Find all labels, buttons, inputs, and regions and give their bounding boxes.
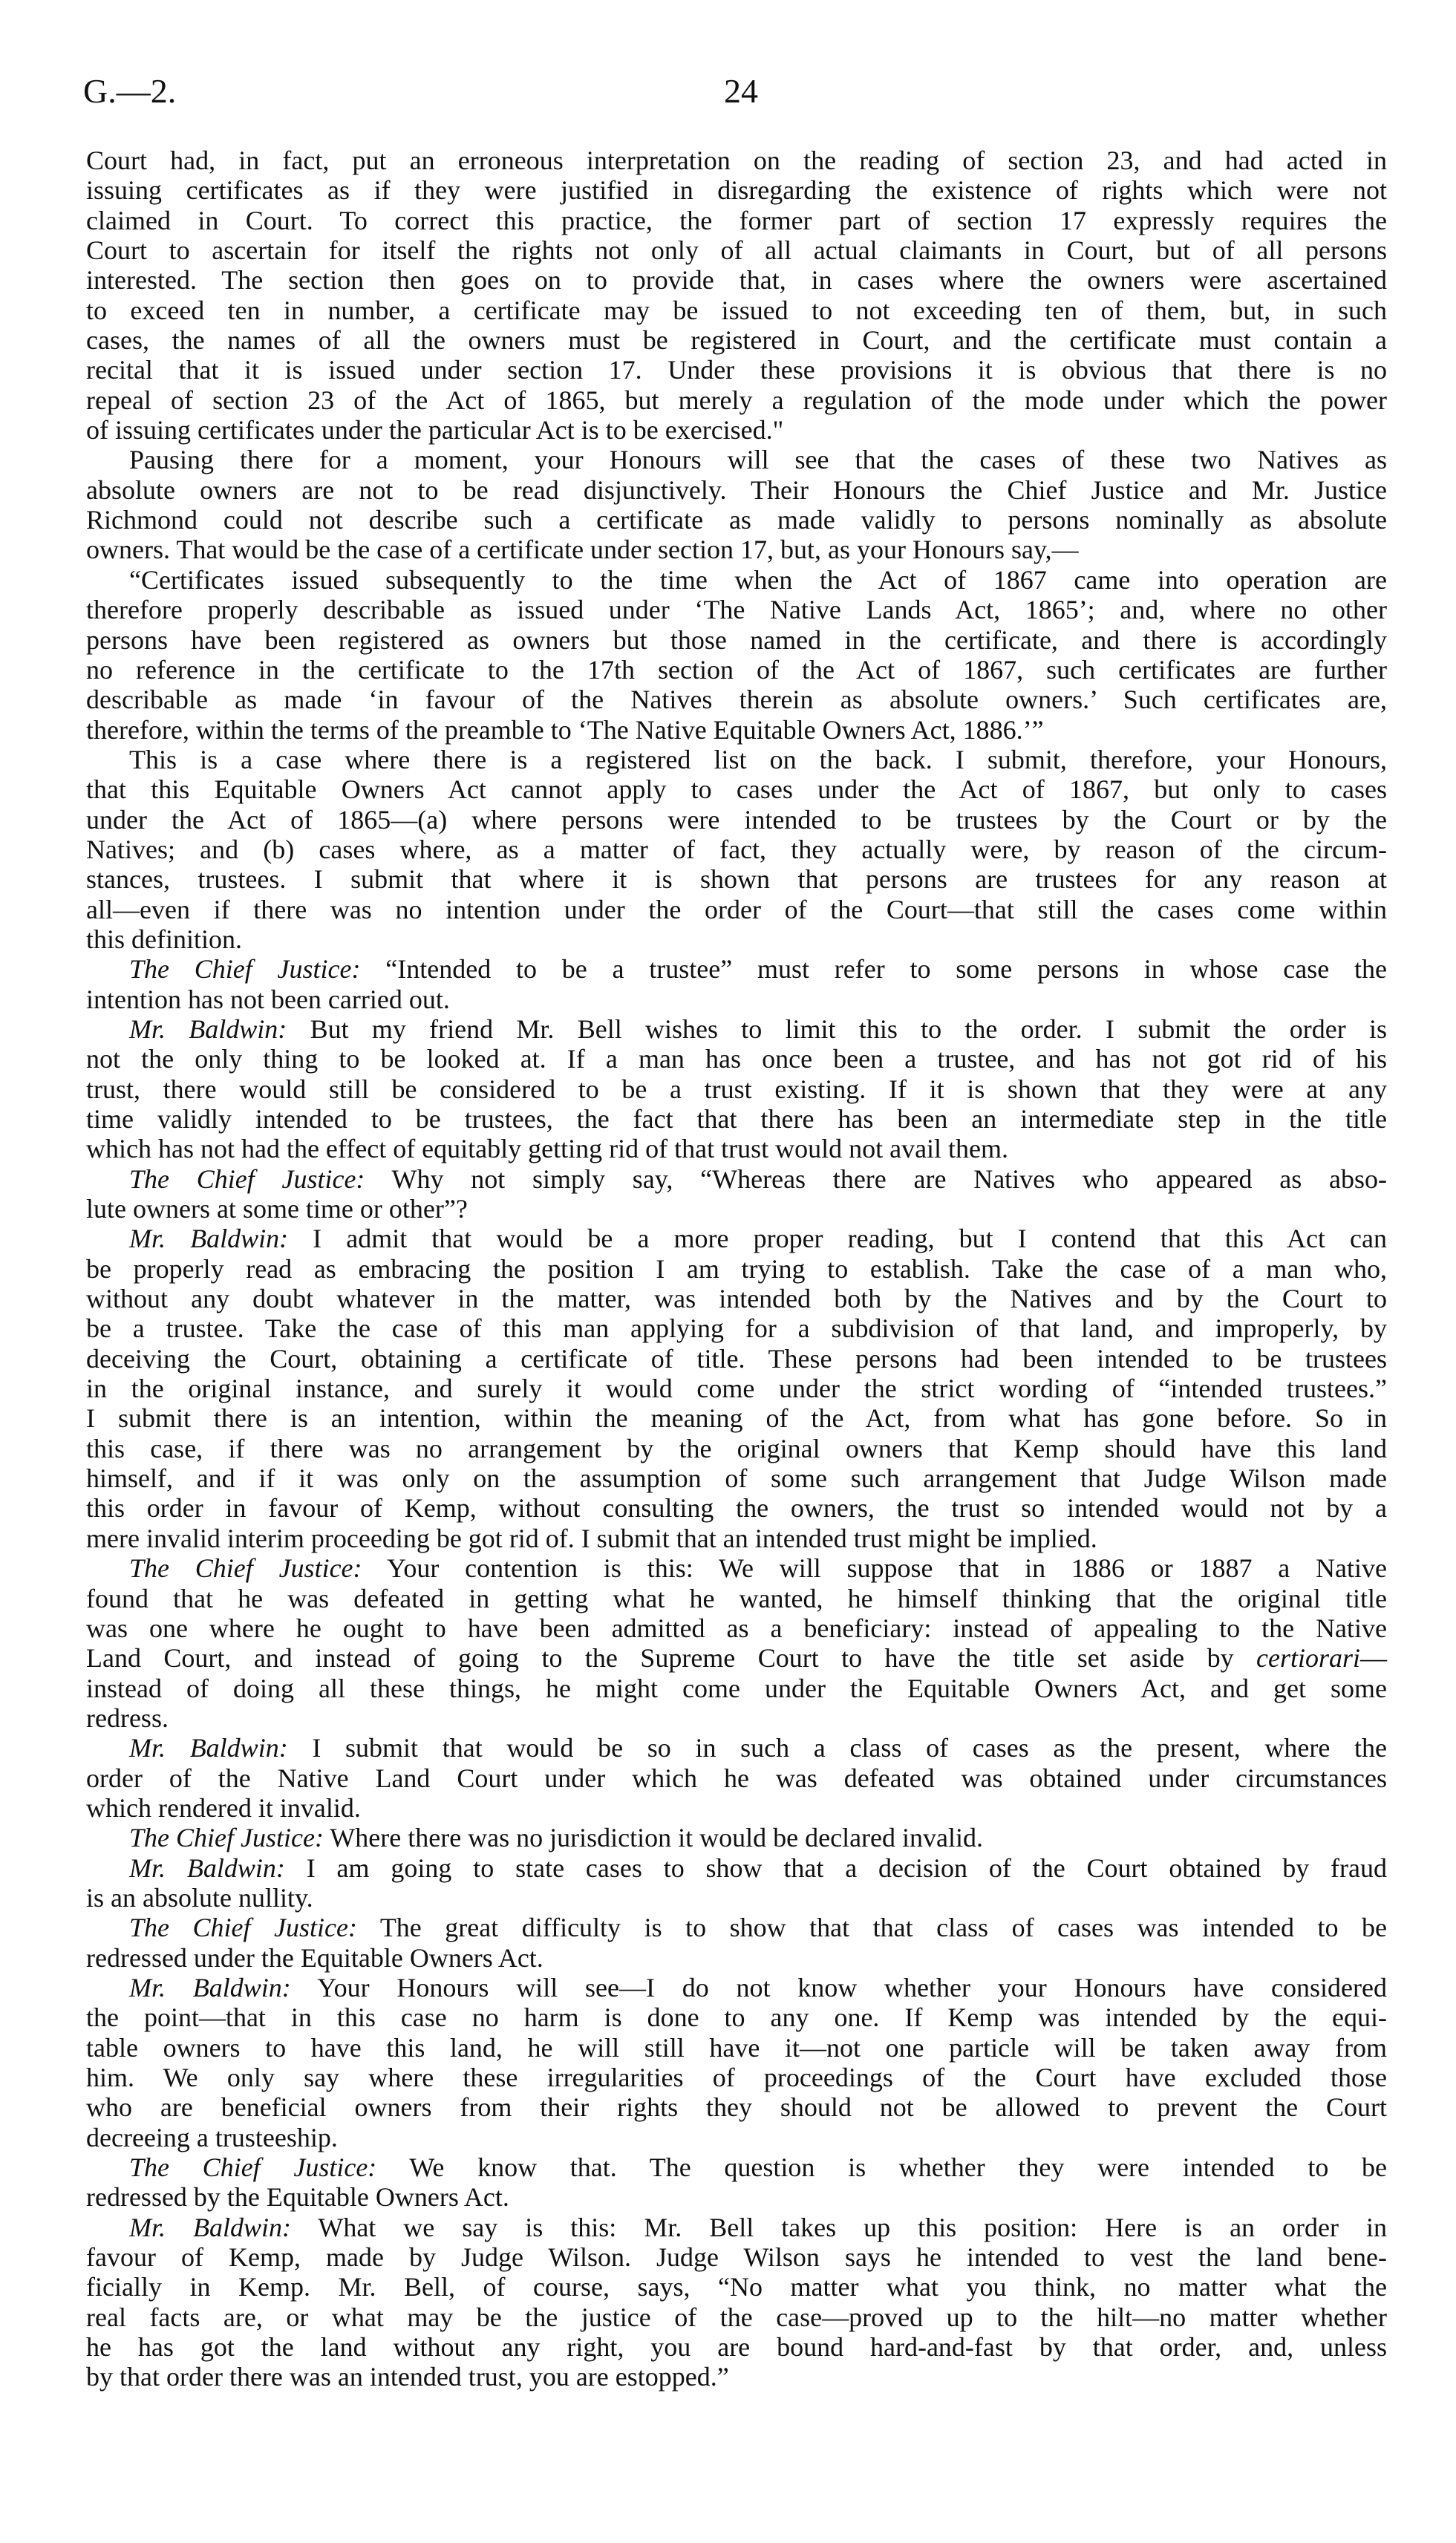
text-line (86, 895, 1387, 924)
text-line (86, 1074, 1387, 1104)
text-line (86, 2213, 1387, 2242)
line-text: absolute owners are not to be read disjunctively. Their Honours the Chief Justice and Mr. Justice (86, 474, 1387, 505)
text-line (86, 1553, 1387, 1583)
text-line (86, 745, 1387, 774)
line-text: found that he was defeated in getting what he wanted, he himself thinking that the original title (86, 1583, 1387, 1613)
text-line (86, 415, 1387, 445)
line-text: I admit that would be a more proper reading, but I contend that this Act can (313, 1224, 1387, 1254)
line-text: I submit that would be so in such a class of cases as the present, where the (312, 1733, 1387, 1763)
text-line (86, 475, 1387, 505)
line-text: Where there was no jurisdiction it would be declared invalid. (330, 1823, 984, 1853)
text-line (86, 1014, 1387, 1044)
line-text: himself, and if it was only on the assumption of some such arrangement that Judge Wilson made (86, 1463, 1387, 1494)
paragraph (86, 565, 1387, 745)
text-line (86, 1194, 1387, 1224)
text-line (86, 985, 1387, 1014)
speaker-name: The Chief Justice: (129, 1823, 324, 1853)
text-line (86, 325, 1387, 355)
line-text: redress. (86, 1703, 169, 1733)
text-line (86, 505, 1387, 535)
line-text: What we say is this: Mr. Bell takes up this position: Here is an order in (318, 2212, 1387, 2242)
line-text: lute owners at some time or other”? (86, 1194, 468, 1224)
line-text: deceiving the Court, obtaining a certificate of title. These persons had been intended to be trustees (86, 1343, 1387, 1374)
line-text: without any doubt whatever in the matter, was intended both by the Natives and by the Court to (86, 1284, 1387, 1314)
line-text: order of the Native Land Court under which he was defeated was obtained under circumstances (86, 1763, 1387, 1793)
text-line (86, 715, 1387, 745)
text-line (86, 1374, 1387, 1403)
line-text: by that order there was an intended trust, you are estopped.” (86, 2362, 729, 2392)
line-text: owners. That would be the case of a certificate under section 17, but, as your Honours say,— (86, 535, 1079, 565)
line-text: of issuing certificates under the particular Act is to be exercised." (86, 415, 784, 445)
line-text: redressed under the Equitable Owners Act. (86, 1942, 543, 1973)
speaker-paragraph (86, 1853, 1387, 1913)
line-text: this case, if there was no arrangement by the original owners that Kemp should have this land (86, 1433, 1387, 1463)
line-text: stances, trustees. I submit that where it is shown that persons are trustees for any reason at (86, 864, 1387, 895)
text-line (86, 1134, 1387, 1163)
line-text: — (1360, 1643, 1387, 1674)
text-line (86, 1733, 1387, 1763)
speaker-paragraph (86, 1973, 1387, 2152)
text-line (86, 1044, 1387, 1074)
line-text: Natives; and (b) cases where, as a matter of fact, they actually were, by reason of the circum- (86, 834, 1387, 864)
line-text: instead of doing all these things, he might come under the Equitable Owners Act, and get some (86, 1673, 1387, 1703)
text-line (86, 1823, 1387, 1852)
line-text: ficially in Kemp. Mr. Bell, of course, says, “No matter what you think, no matter what the (86, 2272, 1387, 2302)
speaker-paragraph (86, 1733, 1387, 1823)
line-text: therefore properly describable as issued under ‘The Native Lands Act, 1865’; and, where no other (86, 595, 1387, 625)
line-text: cases, the names of all the owners must be registered in Court, and the certificate must contain a (86, 325, 1387, 356)
line-text: This is a case where there is a registered list on the back. I submit, therefore, your Honours, (129, 744, 1387, 774)
text-line (86, 1284, 1387, 1313)
text-line (86, 1104, 1387, 1134)
speaker-name: Mr. Baldwin: (129, 1224, 289, 1254)
speaker-paragraph (86, 1224, 1387, 1553)
line-text: Your Honours will see—I do not know whether your Honours have considered (317, 1972, 1387, 2002)
speaker-name: Mr. Baldwin: (129, 1972, 291, 2002)
line-text: was one where he ought to have been admitted as a beneficiary: instead of appealing to the Native (86, 1613, 1387, 1643)
text-line (86, 1224, 1387, 1253)
paragraph (86, 445, 1387, 564)
text-line (86, 2092, 1387, 2122)
line-text: repeal of section 23 of the Act of 1865, but merely a regulation of the mode under which the power (86, 385, 1387, 415)
speaker-name: Mr. Baldwin: (129, 1733, 288, 1763)
line-text: all—even if there was no intention under the order of the Court—that still the cases come within (86, 894, 1387, 924)
text-line (86, 1883, 1387, 1913)
text-line (86, 1434, 1387, 1463)
line-text: Richmond could not describe such a certificate as made validly to persons nominally as absolute (86, 505, 1387, 535)
line-text: which rendered it invalid. (86, 1792, 361, 1823)
speaker-paragraph (86, 2213, 1387, 2392)
line-text: intention has not been carried out. (86, 984, 450, 1014)
text-line (86, 296, 1387, 325)
speaker-paragraph (86, 954, 1387, 1014)
text-line (86, 206, 1387, 235)
line-text: “Intended to be a trustee” must refer to some persons in whose case the (385, 954, 1387, 985)
line-text: decreeing a trusteeship. (86, 2122, 338, 2152)
line-text: which has not had the effect of equitably getting rid of that trust would not avail them. (86, 1134, 1009, 1164)
text-line (86, 2362, 1387, 2392)
speaker-name: The Chief Justice: (129, 1913, 357, 1943)
line-text: is an absolute nullity. (86, 1882, 313, 1913)
text-line (86, 1643, 1387, 1673)
text-line (86, 655, 1387, 685)
text-line (86, 1524, 1387, 1553)
document-body (86, 146, 1387, 2392)
line-text: I am going to state cases to show that a decision of the Court obtained by fraud (306, 1852, 1388, 1883)
text-line (86, 685, 1387, 714)
text-line (86, 2063, 1387, 2092)
line-text: real facts are, or what may be the justice of the case—proved up to the hilt—no matter whether (86, 2302, 1387, 2332)
text-line (86, 2332, 1387, 2362)
line-text: “Certificates issued subsequently to the time when the Act of 1867 came into operation are (129, 564, 1387, 595)
line-text: recital that it is issued under section 17. Under these provisions it is obvious that there is no (86, 355, 1387, 385)
line-text: no reference in the certificate to the 17th section of the Act of 1867, such certificates are further (86, 654, 1387, 685)
speaker-name: The Chief Justice: (129, 954, 361, 985)
speaker-name: The Chief Justice: (129, 2152, 377, 2183)
speaker-paragraph (86, 1014, 1387, 1164)
speaker-name: Mr. Baldwin: (129, 1852, 285, 1883)
line-text: in the original instance, and surely it would come under the strict wording of “intended trustees.” (86, 1374, 1387, 1404)
text-line (86, 265, 1387, 295)
line-text: Why not simply say, “Whereas there are Natives who appeared as abso- (391, 1163, 1388, 1194)
text-line (86, 835, 1387, 864)
paragraph (86, 745, 1387, 954)
text-line (86, 1344, 1387, 1374)
text-line (86, 1674, 1387, 1703)
text-line (86, 1793, 1387, 1823)
text-line (86, 805, 1387, 835)
line-text: interested. The section then goes on to provide that, in cases where the owners were ascertained (86, 265, 1387, 296)
text-line (86, 2033, 1387, 2063)
line-text: he has got the land without any right, you are bound hard-and-fast by that order, and, unless (86, 2332, 1387, 2363)
text-line (86, 1584, 1387, 1613)
text-line (86, 924, 1387, 954)
speaker-paragraph (86, 2152, 1387, 2213)
text-line (86, 1763, 1387, 1793)
text-line (86, 774, 1387, 804)
line-text: that this Equitable Owners Act cannot apply to cases under the Act of 1867, but only to cases (86, 774, 1387, 805)
line-text: Land Court, and instead of going to the Supreme Court to have the title set aside by (86, 1643, 1256, 1674)
text-line (86, 235, 1387, 265)
text-line (86, 2002, 1387, 2032)
text-line (86, 535, 1387, 564)
line-text: redressed by the Equitable Owners Act. (86, 2182, 509, 2213)
text-line (86, 1493, 1387, 1523)
text-line (86, 146, 1387, 175)
speaker-name: Mr. Baldwin: (129, 1013, 287, 1044)
line-text: favour of Kemp, made by Judge Wilson. Judge Wilson says he intended to vest the land bene- (86, 2242, 1387, 2273)
line-text: We know that. The question is whether they were intended to be (409, 2152, 1387, 2183)
paragraph (86, 146, 1387, 445)
text-line (86, 355, 1387, 385)
text-line (86, 175, 1387, 205)
text-line (86, 864, 1387, 894)
line-text: who are beneficial owners from their rights they should not be allowed to prevent the Court (86, 2092, 1387, 2123)
line-text: The great difficulty is to show that that class of cases was intended to be (379, 1913, 1387, 1943)
line-text: claimed in Court. To correct this practice, the former part of section 17 expressly requires the (86, 205, 1387, 235)
line-text: describable as made ‘in favour of the Natives therein as absolute owners.’ Such certificates are, (86, 685, 1387, 715)
line-text: be properly read as embracing the position I am trying to establish. Take the case of a man who, (86, 1253, 1387, 1284)
speaker-name: Mr. Baldwin: (129, 2212, 291, 2242)
speaker-paragraph (86, 1164, 1387, 1224)
text-line (86, 1463, 1387, 1493)
line-text: him. We only say where these irregularities of proceedings of the Court have excluded those (86, 2063, 1387, 2092)
line-text: mere invalid interim proceeding be got rid of. I submit that an intended trust might be implied. (86, 1523, 1097, 1553)
line-text: Court to ascertain for itself the rights not only of all actual claimants in Court, but of all persons (86, 235, 1387, 266)
text-line (86, 1943, 1387, 1973)
text-line (86, 1313, 1387, 1343)
line-text: persons have been registered as owners but those named in the certificate, and there is accordingly (86, 624, 1387, 655)
text-line (86, 385, 1387, 415)
text-line (86, 2182, 1387, 2212)
italic-term: certiorari (1256, 1643, 1360, 1674)
page-number: 24 (724, 72, 758, 110)
text-line (86, 445, 1387, 474)
text-line (86, 1973, 1387, 2002)
line-text: time validly intended to be trustees, the fact that there has been an intermediate step in the title (86, 1104, 1387, 1134)
line-text: the point—that in this case no harm is done to any one. If Kemp was intended by the equi- (86, 2002, 1387, 2033)
line-text: therefore, within the terms of the preamble to ‘The Native Equitable Owners Act, 1886.’” (86, 714, 1044, 745)
text-line (86, 2302, 1387, 2332)
line-text: But my friend Mr. Bell wishes to limit this to the order. I submit the order is (310, 1013, 1388, 1044)
line-text: be a trustee. Take the case of this man applying for a subdivision of that land, and improperly, by (86, 1313, 1387, 1344)
line-text: under the Act of 1865—(a) where persons were intended to be trustees by the Court or by the (86, 804, 1387, 835)
text-line (86, 1613, 1387, 1643)
line-text: this definition. (86, 924, 242, 954)
line-text: I submit there is an intention, within the meaning of the Act, from what has gone before. So in (86, 1403, 1387, 1434)
line-text: not the only thing to be looked at. If a man has once been a trustee, and has not got rid of his (86, 1044, 1387, 1074)
line-text: table owners to have this land, he will still have it—not one particle will be taken away from (86, 2032, 1387, 2063)
speaker-paragraph (86, 1823, 1387, 1852)
speaker-paragraph (86, 1913, 1387, 1973)
text-line (86, 2242, 1387, 2272)
line-text: Your contention is this: We will suppose that in 1886 or 1887 a Native (386, 1553, 1387, 1584)
text-line (86, 954, 1387, 984)
text-line (86, 2123, 1387, 2152)
text-line (86, 565, 1387, 595)
text-line (86, 2272, 1387, 2302)
text-line (86, 1913, 1387, 1942)
line-text: trust, there would still be considered to be a trust existing. If it is shown that they were at any (86, 1074, 1387, 1104)
text-line (86, 1254, 1387, 1284)
text-line (86, 1703, 1387, 1733)
line-text: Court had, in fact, put an erroneous interpretation on the reading of section 23, and had acted in (86, 146, 1387, 175)
speaker-name: The Chief Justice: (129, 1163, 365, 1194)
speaker-paragraph (86, 1553, 1387, 1733)
line-text: to exceed ten in number, a certificate may be issued to not exceeding ten of them, but, in such (86, 295, 1387, 325)
text-line (86, 1403, 1387, 1433)
text-line (86, 2152, 1387, 2182)
document-code: G.—2. (83, 72, 177, 110)
line-text: Pausing there for a moment, your Honours will see that the cases of these two Natives as (129, 445, 1387, 475)
text-line (86, 1164, 1387, 1194)
text-line (86, 595, 1387, 624)
speaker-name: The Chief Justice: (129, 1553, 362, 1584)
line-text: issuing certificates as if they were justified in disregarding the existence of rights which were not (86, 175, 1387, 206)
text-line (86, 1853, 1387, 1883)
line-text: this order in favour of Kemp, without consulting the owners, the trust so intended would not by a (86, 1493, 1387, 1524)
text-line (86, 625, 1387, 655)
